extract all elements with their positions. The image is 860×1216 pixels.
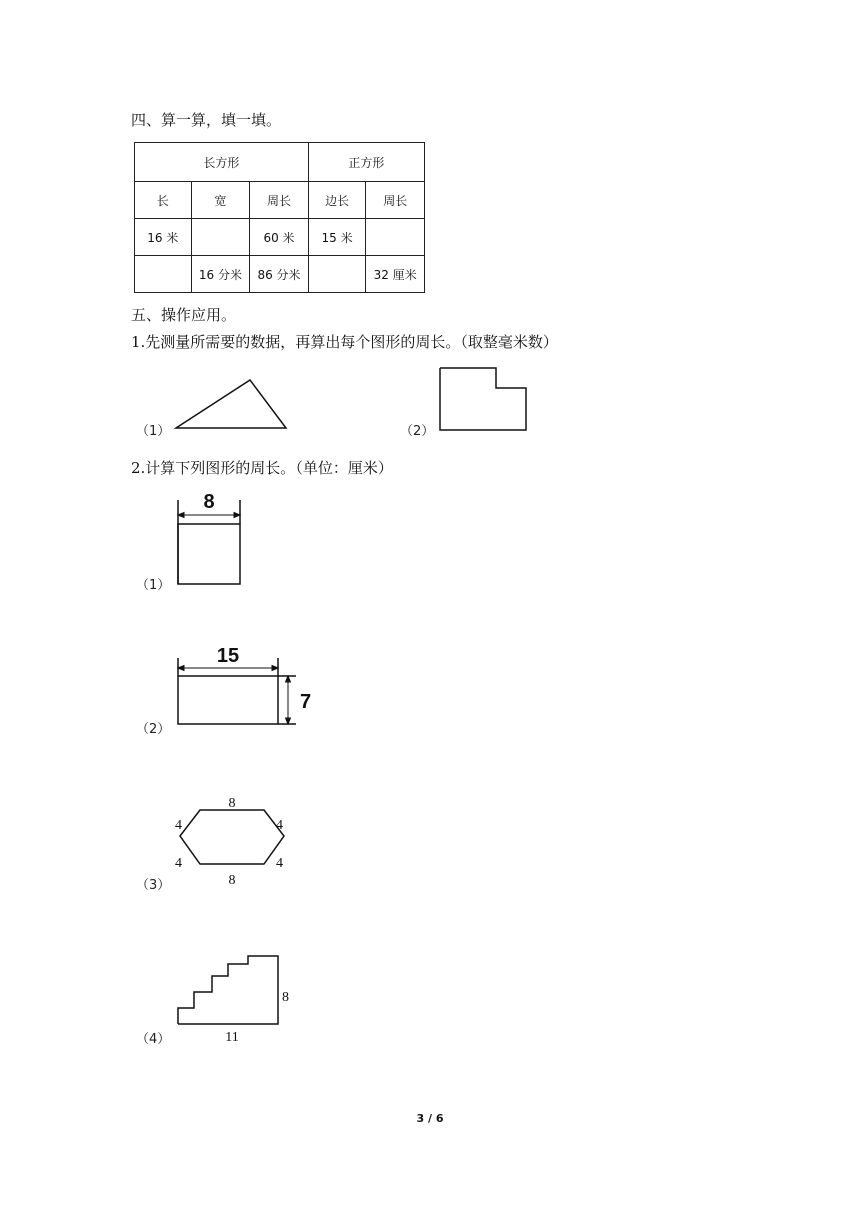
square-figure	[172, 486, 252, 590]
q1-label-1: （1）	[136, 424, 171, 439]
col-length: 长	[135, 182, 192, 219]
header-square: 正方形	[308, 143, 424, 182]
col-square-perimeter: 周长	[366, 182, 425, 219]
section5-title: 五、操作应用。	[131, 306, 237, 324]
table-cell: 16 米	[135, 219, 192, 256]
table-cell: 15 米	[308, 219, 366, 256]
table-cell: 60 米	[250, 219, 309, 256]
fig3-left-upper-label: 4	[175, 818, 182, 833]
page-number: 3 / 6	[416, 1112, 444, 1125]
table-cell	[135, 256, 192, 293]
col-width: 宽	[191, 182, 250, 219]
triangle-figure	[170, 372, 300, 434]
section4-title: 四、算一算，填一填。	[131, 111, 282, 129]
fig3-right-upper-label: 4	[276, 818, 283, 833]
hexagon-figure	[170, 794, 294, 890]
col-side: 边长	[308, 182, 366, 219]
header-rectangle: 长方形	[135, 143, 309, 182]
table-cell	[308, 256, 366, 293]
fig4-height-label: 8	[282, 990, 289, 1005]
q1-label-2: （2）	[400, 424, 435, 439]
q2-fig1-label: （1）	[136, 578, 171, 593]
fig3-top-label: 8	[228, 796, 236, 811]
q2-fig4-label: （4）	[136, 1032, 171, 1047]
q2-text: 2.计算下列图形的周长。（单位：厘米）	[131, 459, 393, 477]
staircase-figure	[172, 950, 302, 1046]
fig3-left-lower-label: 4	[175, 856, 182, 871]
fig3-bottom-label: 8	[228, 873, 236, 888]
fig2-height-label: 7	[300, 691, 312, 713]
table-cell	[191, 219, 250, 256]
table-cell: 86 分米	[250, 256, 309, 293]
table-cell: 32 厘米	[366, 256, 425, 293]
rectangle-figure	[172, 642, 312, 734]
fig4-width-label: 11	[225, 1030, 239, 1045]
col-rect-perimeter: 周长	[250, 182, 309, 219]
l-shape-figure	[436, 364, 532, 434]
fig1-width-label: 8	[203, 491, 215, 513]
fig3-right-lower-label: 4	[276, 856, 283, 871]
q2-fig3-label: （3）	[136, 878, 171, 893]
fig2-width-label: 15	[216, 645, 240, 667]
q1-text: 1.先测量所需要的数据，再算出每个图形的周长。（取整毫米数）	[131, 333, 558, 351]
table-cell	[366, 219, 425, 256]
q2-fig2-label: （2）	[136, 722, 171, 737]
table-cell: 16 分米	[191, 256, 250, 293]
fill-table	[134, 142, 425, 293]
